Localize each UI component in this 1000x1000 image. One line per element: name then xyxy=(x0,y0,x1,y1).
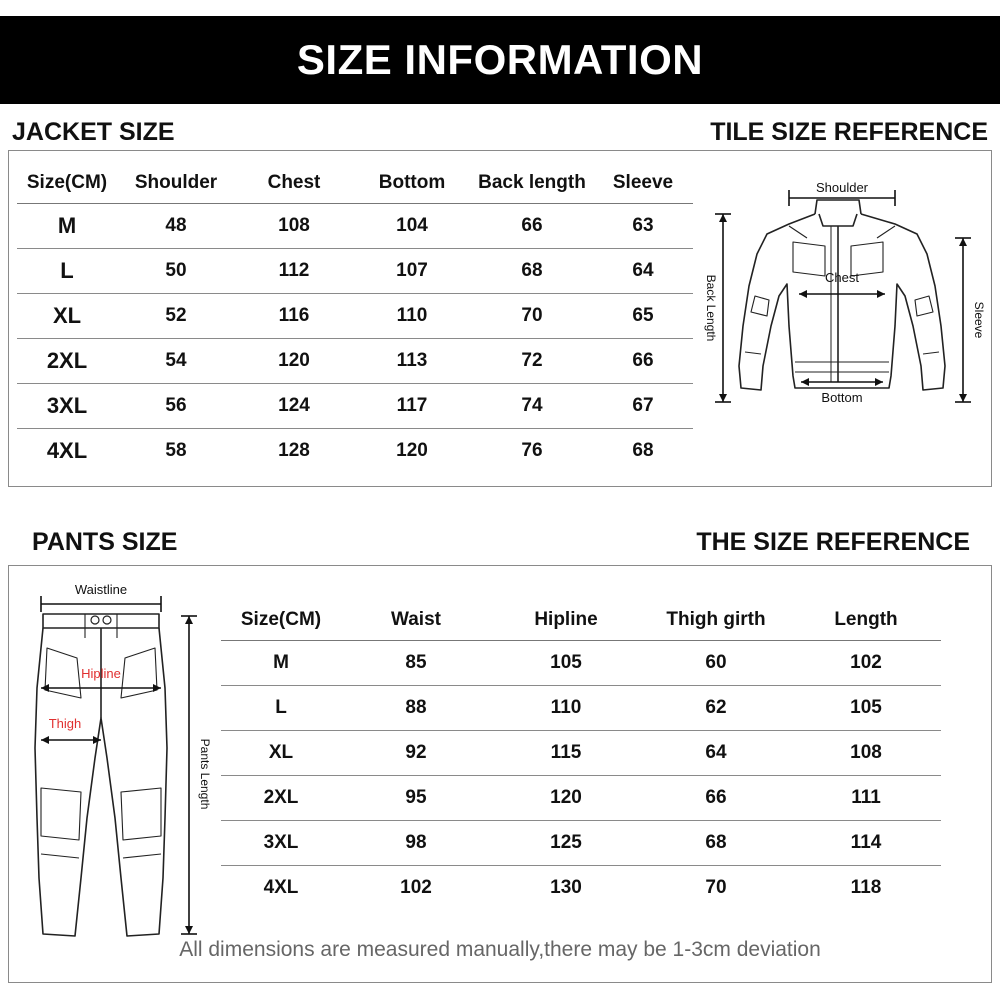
size-cell: 4XL xyxy=(46,438,88,463)
value-cell: 65 xyxy=(593,294,693,339)
table-row xyxy=(221,821,941,866)
value-cell: 95 xyxy=(341,776,491,821)
jacket-outline-icon xyxy=(739,200,945,390)
size-cell: M xyxy=(17,204,117,249)
value-cell: 117 xyxy=(353,384,471,429)
jacket-diagram xyxy=(697,176,987,416)
table-row xyxy=(17,294,693,339)
value-cell: 74 xyxy=(471,384,593,429)
value-cell: 110 xyxy=(491,686,641,731)
value-cell: 85 xyxy=(341,641,491,686)
value-cell: 108 xyxy=(791,731,941,776)
value-cell: 113 xyxy=(353,339,471,384)
size-cell: 3XL xyxy=(221,821,341,866)
value-cell: 68 xyxy=(471,249,593,294)
column-header: Shoulder xyxy=(117,163,235,204)
value-cell: 56 xyxy=(117,384,235,429)
hipline-label: Hipline xyxy=(81,666,121,681)
page-title: SIZE INFORMATION xyxy=(296,36,704,83)
size-cell: L xyxy=(17,249,117,294)
chest-label: Chest xyxy=(825,270,859,285)
table-row xyxy=(17,339,693,384)
table-row xyxy=(17,429,693,474)
value-cell: 60 xyxy=(641,641,791,686)
value-cell: 104 xyxy=(353,204,471,249)
table-row xyxy=(221,641,941,686)
measurement-disclaimer: All dimensions are measured manually,there may be 1-3cm deviation xyxy=(179,938,821,961)
jacket-size-table xyxy=(17,163,693,473)
pants-diagram xyxy=(23,578,223,950)
value-cell: 102 xyxy=(400,877,432,898)
pants-reference-title: THE SIZE REFERENCE xyxy=(696,528,970,556)
value-cell: 130 xyxy=(550,877,582,898)
jacket-reference-title: TILE SIZE REFERENCE xyxy=(710,118,988,146)
sleeve-label: Sleeve xyxy=(972,301,986,339)
value-cell: 50 xyxy=(117,249,235,294)
table-header-row xyxy=(221,600,941,641)
value-cell: 48 xyxy=(117,204,235,249)
column-header: Bottom xyxy=(353,163,471,204)
value-cell: 66 xyxy=(641,776,791,821)
value-cell: 111 xyxy=(791,776,941,821)
value-cell: 112 xyxy=(235,249,353,294)
value-cell: 120 xyxy=(235,339,353,384)
value-cell: 54 xyxy=(117,339,235,384)
table-row xyxy=(17,384,693,429)
pants-size-table xyxy=(221,600,941,910)
column-header: Thigh girth xyxy=(641,600,791,641)
value-cell: 115 xyxy=(491,731,641,776)
value-cell: 66 xyxy=(593,339,693,384)
value-cell: 62 xyxy=(641,686,791,731)
value-cell: 72 xyxy=(471,339,593,384)
table-row xyxy=(221,686,941,731)
value-cell: 120 xyxy=(491,776,641,821)
table-row xyxy=(221,776,941,821)
value-cell: 70 xyxy=(705,877,727,898)
value-cell: 64 xyxy=(593,249,693,294)
size-cell: 2XL xyxy=(221,776,341,821)
table-row xyxy=(17,204,693,249)
column-header: Chest xyxy=(235,163,353,204)
value-cell: 67 xyxy=(593,384,693,429)
value-cell: 63 xyxy=(593,204,693,249)
value-cell: 116 xyxy=(235,294,353,339)
column-header: Hipline xyxy=(491,600,641,641)
size-cell: 2XL xyxy=(17,339,117,384)
shoulder-label: Shoulder xyxy=(815,180,869,195)
table-row xyxy=(221,866,941,911)
size-cell: M xyxy=(221,641,341,686)
size-cell: L xyxy=(221,686,341,731)
value-cell: 88 xyxy=(341,686,491,731)
column-header: Size(CM) xyxy=(221,600,341,641)
value-cell: 68 xyxy=(632,440,654,461)
value-cell: 102 xyxy=(791,641,941,686)
value-cell: 58 xyxy=(165,440,187,461)
bottom-label: Bottom xyxy=(821,390,863,405)
column-header: Back length xyxy=(471,163,593,204)
value-cell: 98 xyxy=(341,821,491,866)
thigh-label: Thigh xyxy=(48,716,82,731)
value-cell: 105 xyxy=(791,686,941,731)
value-cell: 66 xyxy=(471,204,593,249)
value-cell: 68 xyxy=(641,821,791,866)
size-cell: 4XL xyxy=(263,877,299,898)
column-header: Sleeve xyxy=(593,163,693,204)
pants-section-title: PANTS SIZE xyxy=(32,528,178,556)
back-length-label: Back Length xyxy=(704,274,718,342)
value-cell: 114 xyxy=(791,821,941,866)
value-cell: 128 xyxy=(278,440,310,461)
column-header: Waist xyxy=(341,600,491,641)
value-cell: 76 xyxy=(521,440,543,461)
jacket-size-panel xyxy=(8,150,992,487)
value-cell: 118 xyxy=(850,877,882,898)
column-header: Size(CM) xyxy=(17,163,117,204)
size-cell: 3XL xyxy=(17,384,117,429)
table-row xyxy=(17,249,693,294)
size-cell: XL xyxy=(221,731,341,776)
pants-size-panel xyxy=(8,565,992,983)
value-cell: 125 xyxy=(491,821,641,866)
value-cell: 124 xyxy=(235,384,353,429)
value-cell: 64 xyxy=(641,731,791,776)
value-cell: 120 xyxy=(396,440,428,461)
size-cell: XL xyxy=(17,294,117,339)
waistline-label: Waistline xyxy=(74,582,128,597)
title-banner xyxy=(0,16,1000,104)
value-cell: 110 xyxy=(353,294,471,339)
value-cell: 70 xyxy=(471,294,593,339)
value-cell: 107 xyxy=(353,249,471,294)
value-cell: 52 xyxy=(117,294,235,339)
column-header: Length xyxy=(791,600,941,641)
table-row xyxy=(221,731,941,776)
value-cell: 92 xyxy=(341,731,491,776)
value-cell: 105 xyxy=(491,641,641,686)
jacket-section-title: JACKET SIZE xyxy=(12,118,175,146)
pants-outline-icon xyxy=(35,614,167,936)
table-header-row xyxy=(17,163,693,204)
value-cell: 108 xyxy=(235,204,353,249)
pants-length-label: Pants Length xyxy=(198,738,212,810)
